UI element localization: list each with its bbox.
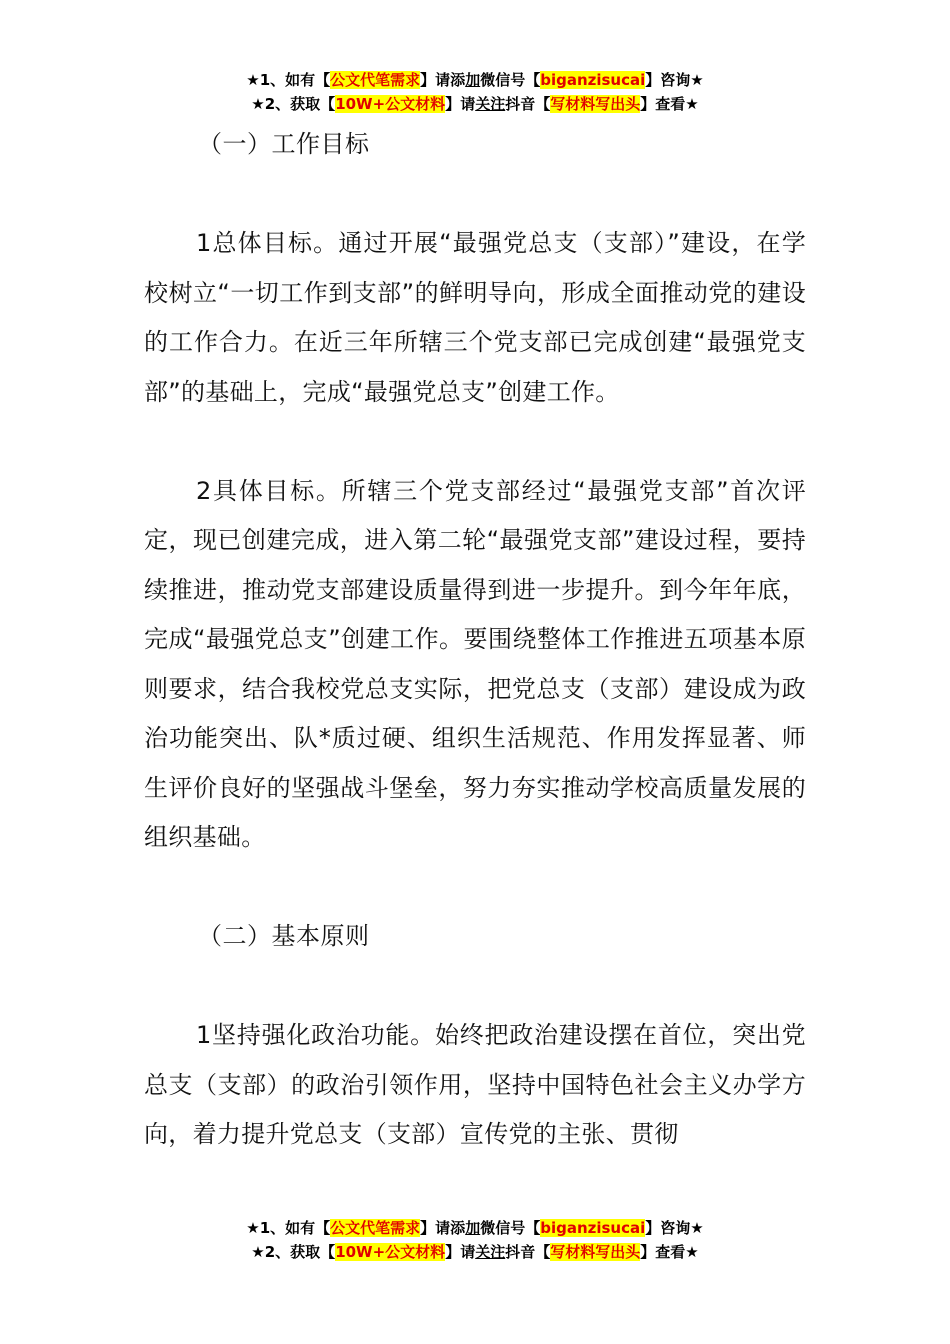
banner-highlight: 写材料写出头 (550, 1243, 641, 1261)
banner-text: 】咨询★ (645, 1219, 704, 1237)
banner-text: 微信号【 (480, 71, 541, 89)
banner-underline: 关注 (475, 1243, 506, 1261)
paragraph: 1总体目标。通过开展“最强党总支（支部）”建设，在学校树立“一切工作到支部”的鲜明导向，形成全面推动党的建设的工作合力。在近三年所辖三个党支部已完成创建“最强党支部”的基础上，完成“最强党总支”创建工作。 (144, 229, 806, 406)
banner-text: 】请 (445, 1243, 476, 1261)
bottom-banner (0, 1216, 950, 1264)
banner-underline: 关注 (475, 95, 506, 113)
banner-text: 抖音【 (505, 95, 551, 113)
banner-line-1 (0, 1216, 950, 1240)
top-banner (0, 68, 950, 116)
banner-line-1 (0, 68, 950, 92)
paragraph: 2具体目标。所辖三个党支部经过“最强党支部”首次评定，现已创建完成，进入第二轮“最强党支部”建设过程，要持续推进，推动党支部建设质量得到进一步提升。到今年年底，完成“最强党总支”创建工作。要围绕整体工作推进五项基本原则要求，结合我校党总支实际，把党总支（支部）建设成为政治功能突出、队*质过硬、组织生活规范、作用发挥显著、师生评价良好的坚强战斗堡垒，努力夯实推动学校高质量发展的组织基础。 (144, 476, 806, 851)
spacer (144, 417, 806, 467)
banner-text: 】请 (445, 95, 476, 113)
banner-text: ★2、获取【 (251, 1243, 336, 1261)
spacer (144, 863, 806, 913)
section-heading: （一）工作目标 (198, 130, 370, 158)
banner-text: 】咨询★ (645, 71, 704, 89)
banner-highlight: biganzisucai (540, 1219, 646, 1237)
paragraph: 1坚持强化政治功能。始终把政治建设摆在首位，突出党总支（支部）的政治引领作用，坚持中国特色社会主义办学方向，着力提升党总支（支部）宣传党的主张、贯彻 (144, 1021, 806, 1148)
spacer (144, 170, 806, 220)
banner-highlight: 公文代笔需求 (330, 71, 421, 89)
banner-text: 】查看★ (640, 1243, 699, 1261)
banner-text: 】请添 (420, 71, 466, 89)
banner-underline: 加 (465, 1219, 481, 1237)
banner-text: 抖音【 (505, 1243, 551, 1261)
document-body (144, 120, 806, 1160)
banner-text: ★1、如有【 (246, 1219, 331, 1237)
banner-line-2 (0, 1240, 950, 1264)
banner-highlight: 10W+公文材料 (335, 1243, 446, 1261)
banner-text: ★1、如有【 (246, 71, 331, 89)
banner-underline: 加 (465, 71, 481, 89)
banner-line-2 (0, 92, 950, 116)
banner-highlight: biganzisucai (540, 71, 646, 89)
section-heading: （二）基本原则 (198, 922, 370, 950)
banner-text: 微信号【 (480, 1219, 541, 1237)
banner-text: ★2、获取【 (251, 95, 336, 113)
banner-highlight: 10W+公文材料 (335, 95, 446, 113)
spacer (144, 962, 806, 1012)
banner-text: 】查看★ (640, 95, 699, 113)
banner-highlight: 写材料写出头 (550, 95, 641, 113)
banner-highlight: 公文代笔需求 (330, 1219, 421, 1237)
banner-text: 】请添 (420, 1219, 466, 1237)
